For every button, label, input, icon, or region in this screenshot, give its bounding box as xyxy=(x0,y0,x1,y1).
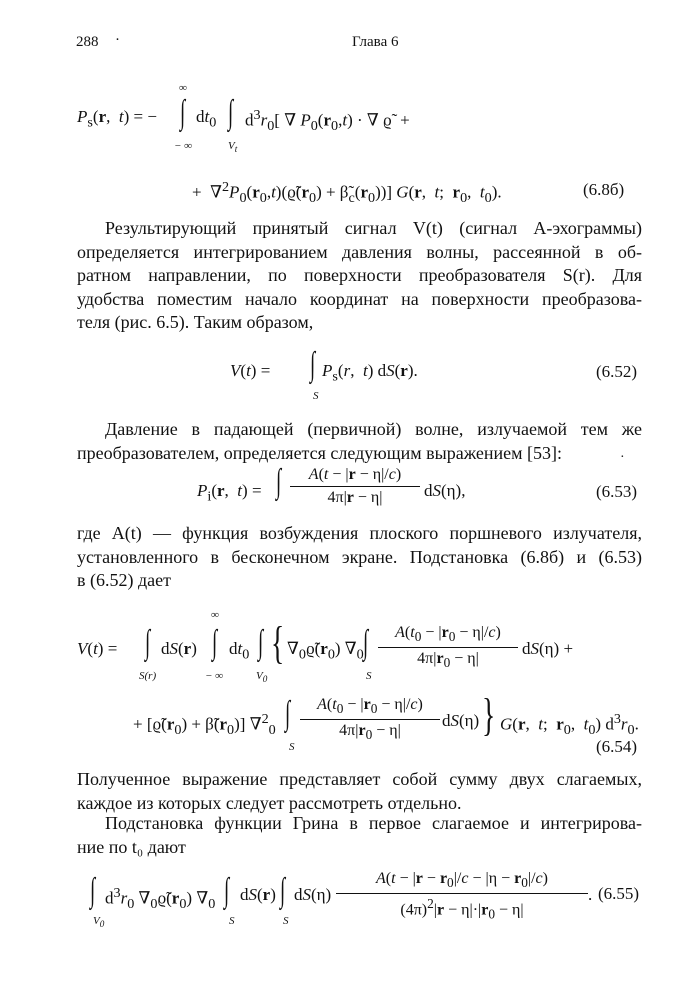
chapter-title: Глава 6 xyxy=(352,34,399,50)
paragraph-1: Результирующий принятый сигнал V(t) (сигнал А-эхограммы) определяется интегрированием давления волны, рассеянной в об- ратном направлении, по поверхности преобразователя S(r). Для удобства поместим начало координат на поверхности преобразова- теля (рис. 6.5). Таким образом, xyxy=(77,218,642,332)
paragraph-5: Подстановка функции Грина в первое слагаемое и интегрирова- ние по t₀ дают xyxy=(77,813,642,857)
paragraph-2: Давление в падающей (первичной) волне, излучаемой тем же преобразователем, определяется следующим выражением [53]: xyxy=(77,419,642,463)
equation-number: (6.53) xyxy=(596,482,638,501)
stray-mark: · xyxy=(620,450,625,465)
stray-mark: · xyxy=(115,32,120,48)
paragraph-3: где A(t) — функция возбуждения плоского поршневого излучателя, установленного в бесконечном экране. Подстановка (6.8б) и (6.53) в (6.52) дает xyxy=(77,523,642,590)
equation-number: (6.52) xyxy=(596,362,638,381)
equation-number: (6.55) xyxy=(598,884,640,903)
equation-number: (6.54) xyxy=(596,737,638,756)
paragraph-4: Полученное выражение представляет собой сумму двух слагаемых, каждое из которых следует рассмотреть отдельно. xyxy=(77,769,642,813)
page-number: 288 xyxy=(76,34,99,50)
equation-number: (6.8б) xyxy=(583,180,625,199)
